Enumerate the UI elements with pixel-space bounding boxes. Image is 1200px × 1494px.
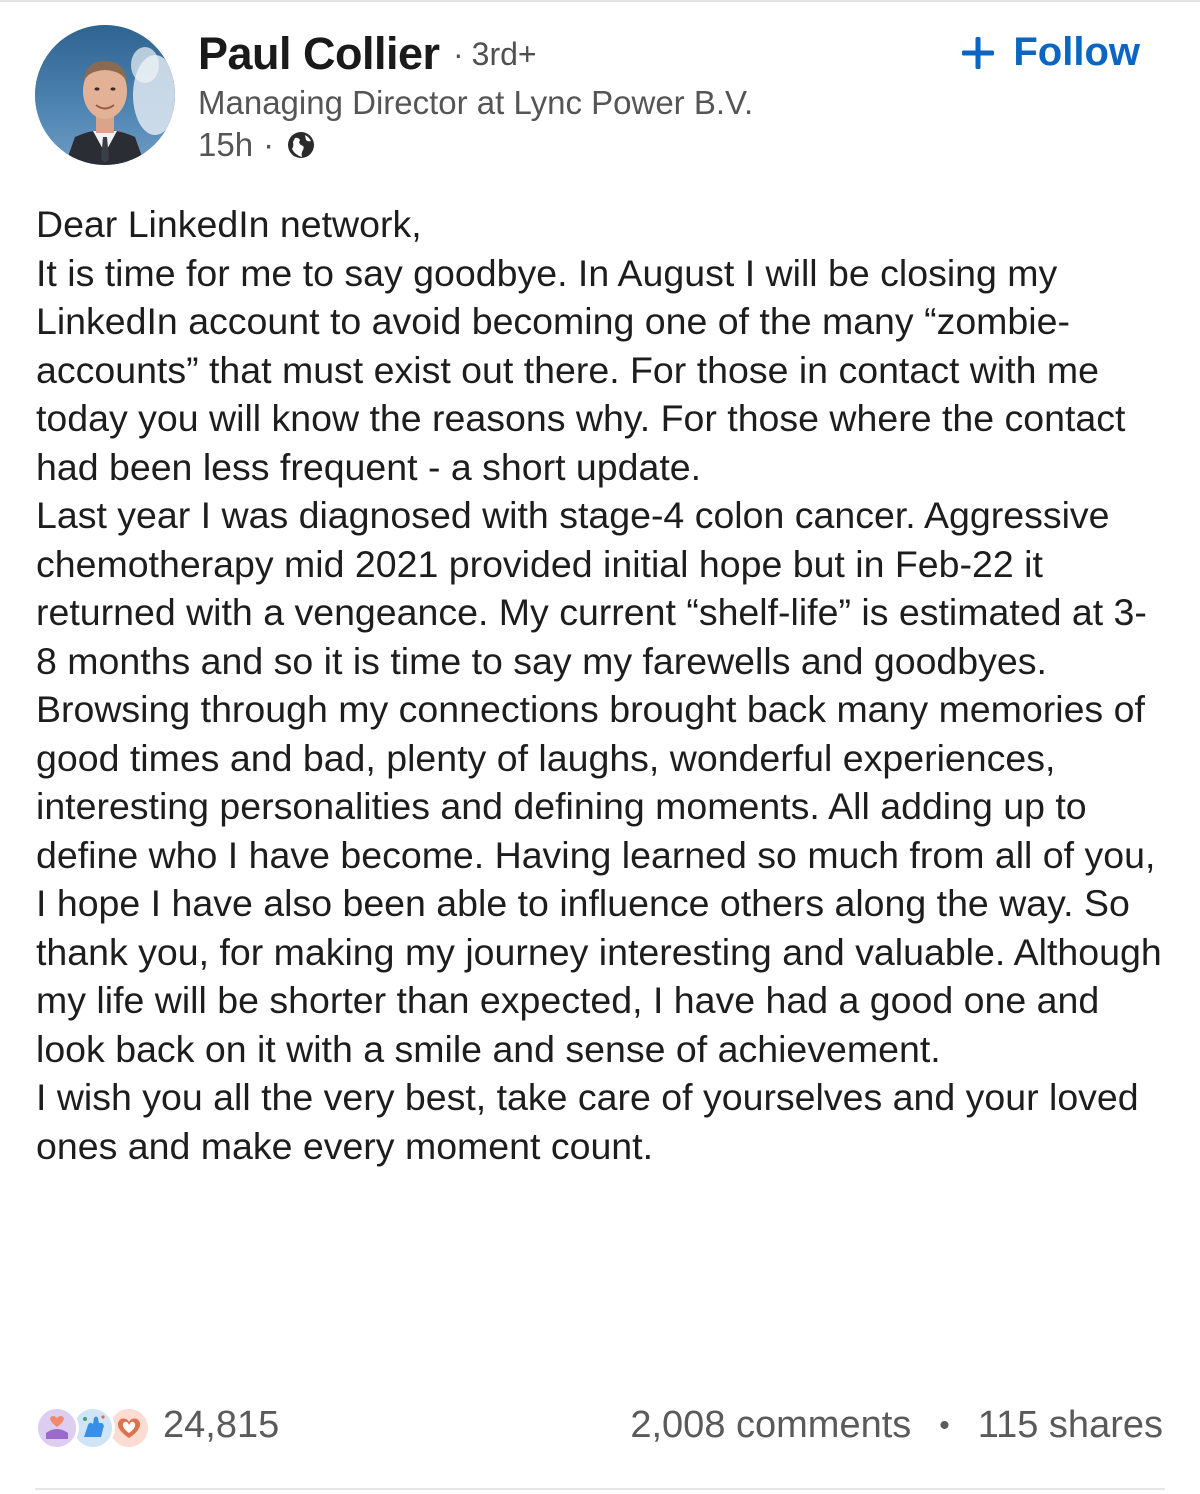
post-text — [36, 200, 1166, 1170]
post-paragraph: Browsing through my connections brought back many memories of good times and bad, plenty of laughs, wonderful experiences, interesting personalities and defining moments. All adding up to define who I have become. Having learned so much from all of you, I hope I have also been able to influence others along the way. So thank you, for making my journey interesting and valuable. Although my life will be shorter than expected, I have had a good one and look back on it with a smile and sense of achievement. — [36, 688, 1162, 1070]
connection-degree — [453, 36, 537, 73]
plus-icon — [959, 34, 997, 72]
post-paragraph: It is time for me to say goodbye. In August I will be closing my LinkedIn account to avoid becoming one of the many “zombie-accounts” that must exist out there. For those in contact with me today you will know the reasons why. For those where the contact had been less frequent - a short update. — [36, 251, 1126, 488]
engagement-stats — [630, 1404, 1163, 1447]
reaction-icons[interactable] — [35, 1406, 151, 1450]
separator-dot: • — [939, 1408, 950, 1442]
shares-count[interactable]: 115 shares — [977, 1404, 1163, 1446]
connection-degree-label: 3rd+ — [471, 36, 537, 72]
social-counts — [35, 1400, 1165, 1456]
separator-dot: · — [263, 126, 275, 163]
post-time: 15h — [198, 126, 254, 163]
globe-icon — [286, 130, 316, 160]
avatar[interactable] — [35, 25, 175, 165]
author-headline: Managing Director at Lync Power B.V. — [198, 84, 754, 121]
author-name[interactable]: Paul Collier — [198, 28, 440, 79]
reaction-count[interactable]: 24,815 — [163, 1404, 280, 1446]
post-meta — [198, 126, 316, 164]
post-paragraph: I wish you all the very best, take care of yourselves and your loved ones and make every moment count. — [36, 1076, 1139, 1167]
separator-dot: · — [453, 36, 464, 72]
bottom-divider — [35, 1488, 1165, 1490]
post-paragraph: Last year I was diagnosed with stage-4 colon cancer. Aggressive chemotherapy mid 2021 provided initial hope but in Feb-22 it returned with a vengeance. My current “shelf-life” is estimated at 3-8 months and so it is time to say my farewells and goodbyes. — [36, 494, 1147, 682]
follow-label: Follow — [1013, 30, 1140, 74]
avatar-image — [35, 25, 175, 165]
comments-count[interactable]: 2,008 comments — [630, 1404, 912, 1446]
support-reaction-icon — [35, 1406, 79, 1450]
follow-button[interactable] — [959, 30, 1140, 75]
post-paragraph: Dear LinkedIn network, — [36, 203, 422, 245]
